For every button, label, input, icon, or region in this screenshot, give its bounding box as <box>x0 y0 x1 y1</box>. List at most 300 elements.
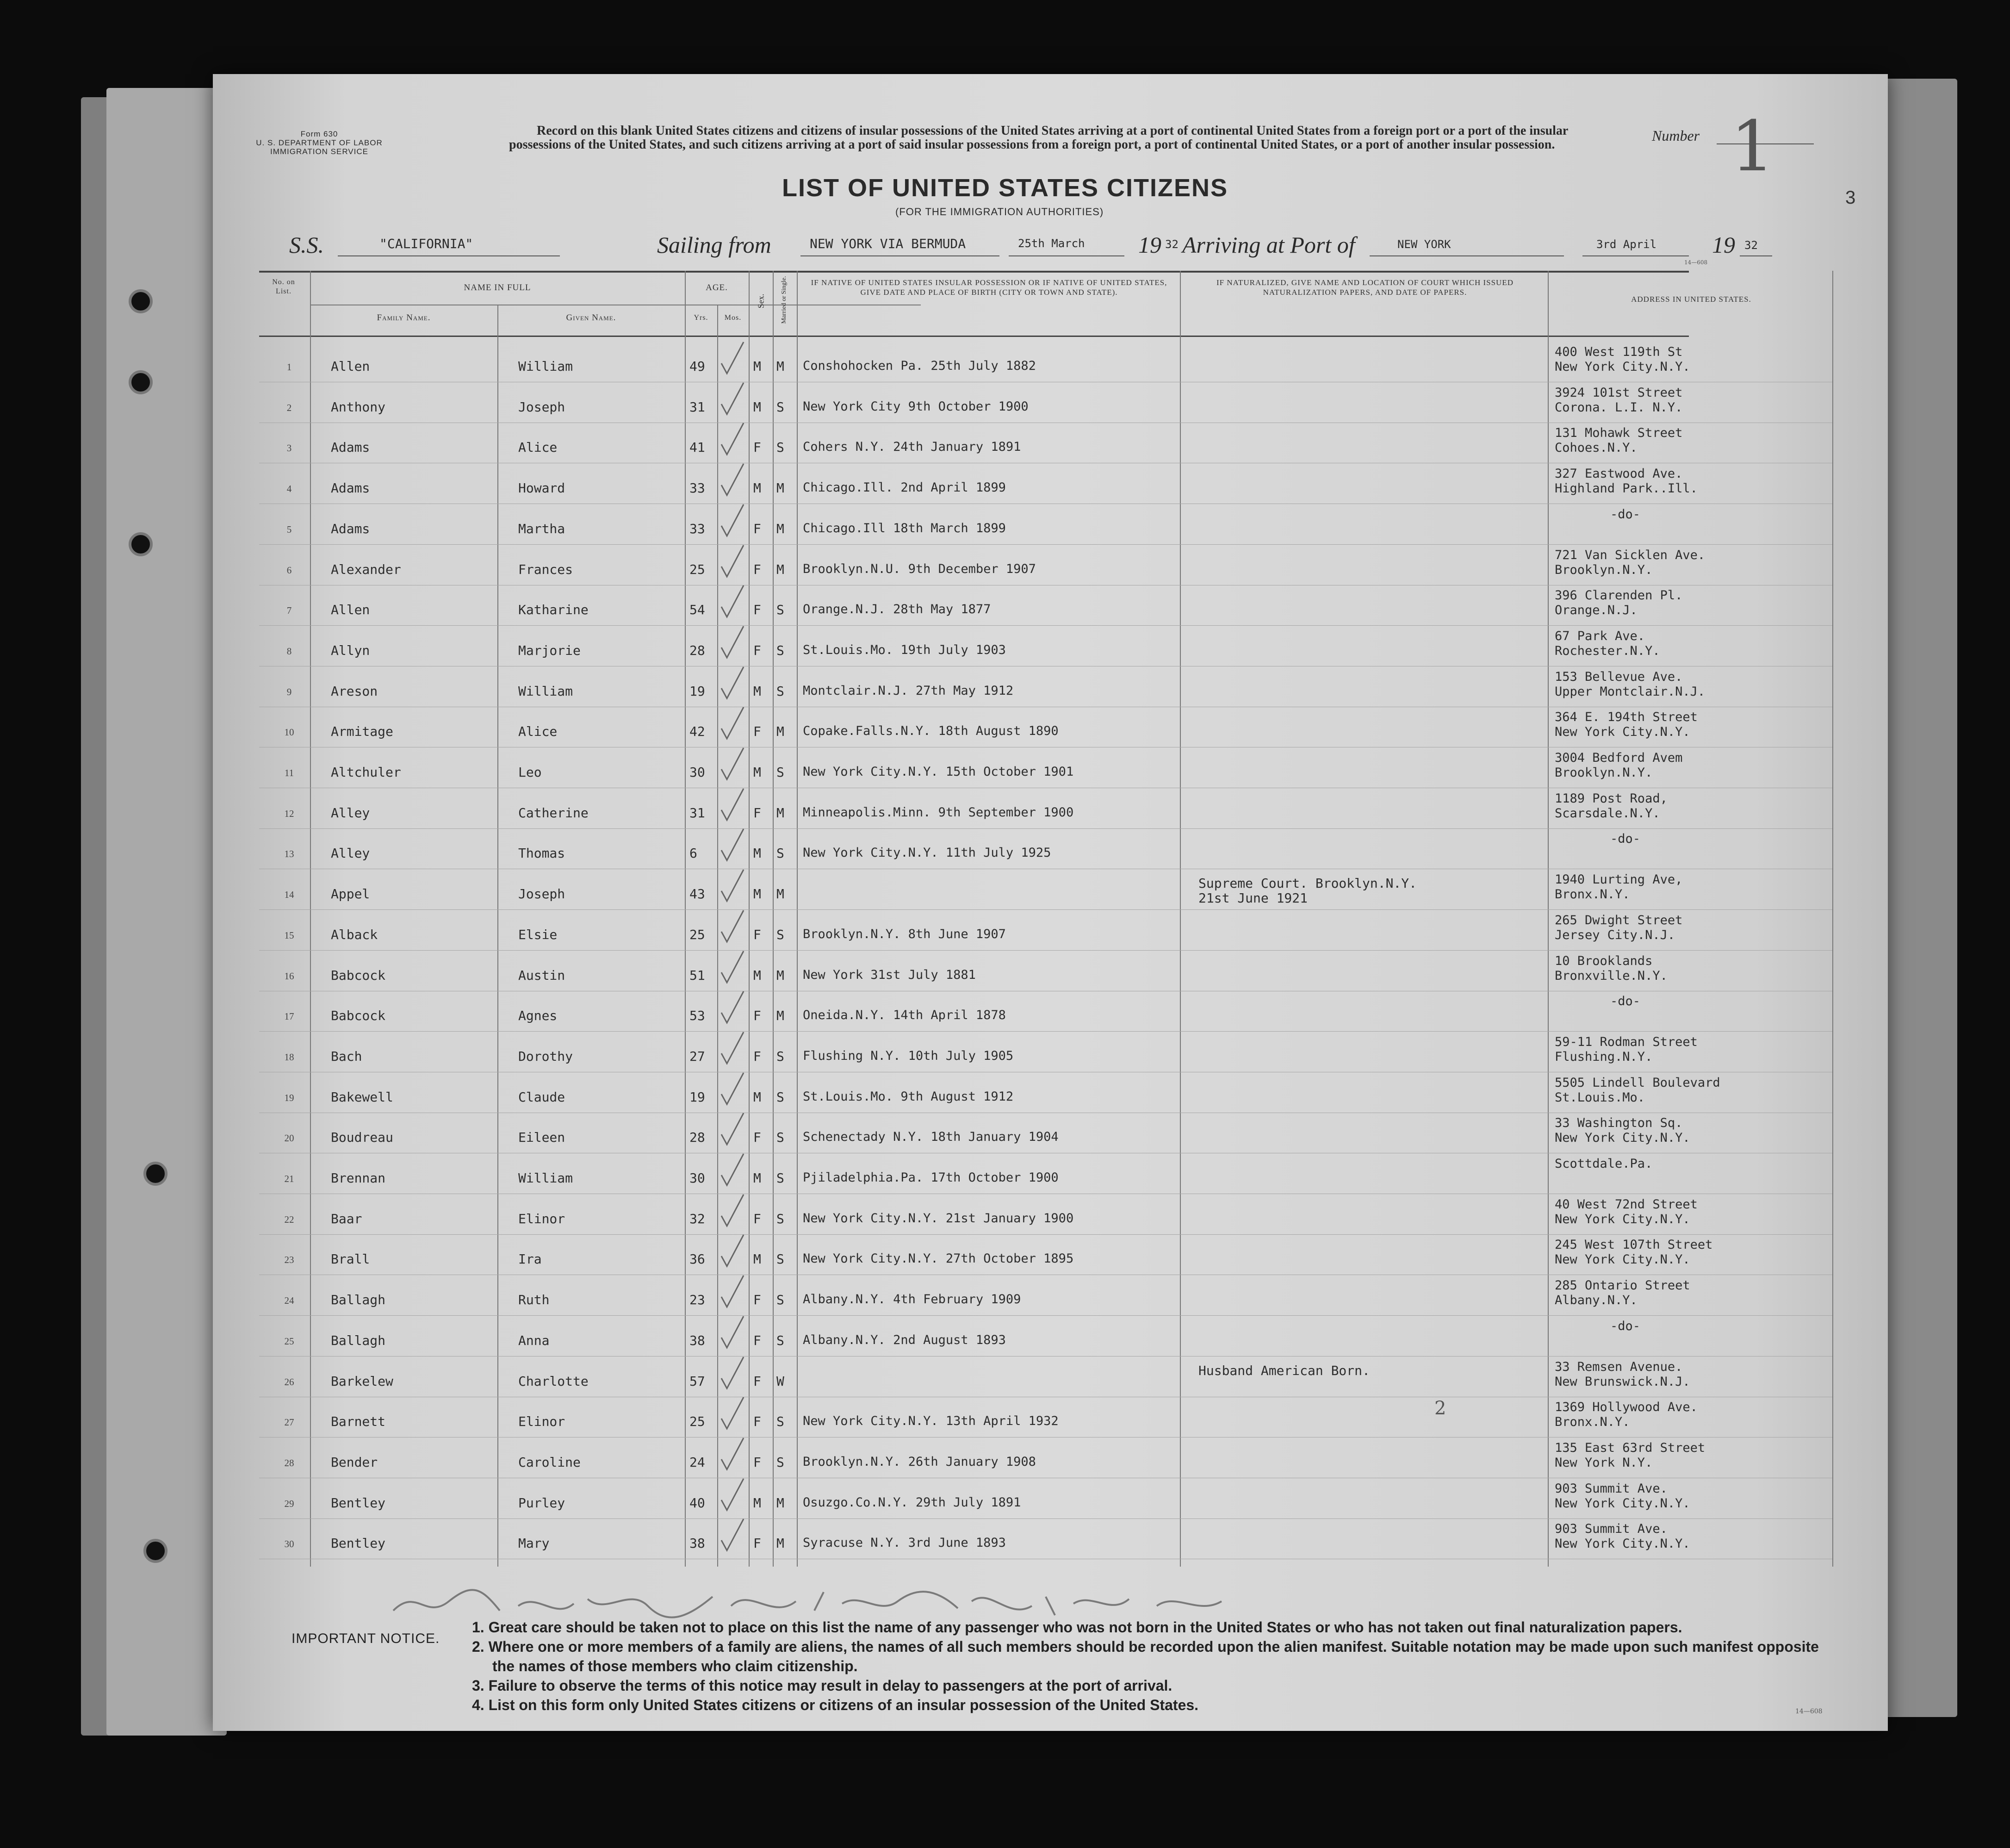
given-name: Caroline <box>518 1454 581 1470</box>
page-title: LIST OF UNITED STATES CITIZENS <box>782 174 1228 202</box>
sex: F <box>753 602 761 618</box>
address-line-1: 3004 Bedford Avem <box>1555 751 1683 765</box>
family-name: Bentley <box>331 1495 386 1511</box>
address-line-2: St.Louis.Mo. <box>1555 1090 1645 1105</box>
family-name: Appel <box>331 886 370 902</box>
address-line-1: 153 Bellevue Ave. <box>1555 669 1683 684</box>
given-name: Leo <box>518 765 542 780</box>
check-mark-icon <box>720 746 747 783</box>
check-mark-icon <box>720 1071 747 1108</box>
check-mark-icon <box>720 1355 747 1392</box>
age-years: 51 <box>689 967 705 983</box>
given-name: Katharine <box>518 602 589 618</box>
age-years: 41 <box>689 440 705 455</box>
age-years: 33 <box>689 480 705 496</box>
family-name: Bach <box>331 1048 362 1064</box>
check-mark-icon <box>720 908 747 946</box>
sex: M <box>753 846 761 861</box>
given-name: Purley <box>518 1495 565 1511</box>
row-number: 15 <box>284 929 294 941</box>
family-name: Adams <box>331 480 370 496</box>
address-line-1: 5505 Lindell Boulevard <box>1555 1075 1720 1090</box>
address-line-1: -do- <box>1610 507 1641 522</box>
birth-place-date: Chicago.Ill. 2nd April 1899 <box>803 480 1006 495</box>
arriving-label: Arriving at Port of <box>1182 232 1355 258</box>
address-line-2: Albany.N.Y. <box>1555 1293 1638 1308</box>
form-agency-block <box>245 130 393 156</box>
address-line-1: 40 West 72nd Street <box>1555 1197 1698 1212</box>
col-rule-mos <box>717 305 718 1567</box>
check-mark-icon <box>720 665 747 702</box>
age-years: 38 <box>689 1332 705 1348</box>
birth-place-date: New York City.N.Y. 13th April 1932 <box>803 1414 1059 1429</box>
check-mark-icon <box>720 1274 747 1311</box>
given-name: Austin <box>518 967 565 983</box>
sailing-year: 32 <box>1165 238 1179 251</box>
check-mark-icon <box>720 868 747 905</box>
form-code-bottom: 14—608 <box>1795 1708 1823 1715</box>
row-rule <box>259 1518 1832 1519</box>
family-name: Anthony <box>331 399 386 415</box>
given-name: William <box>518 359 573 374</box>
sex: F <box>753 1454 761 1470</box>
sex: M <box>753 399 761 415</box>
arriving-port: NEW YORK <box>1397 238 1451 251</box>
given-name: William <box>518 1170 573 1186</box>
given-name: Charlotte <box>518 1373 589 1389</box>
col-head-birth: IF NATIVE OF UNITED STATES INSULAR POSSESSION OR IF NATIVE OF UNITED STATES, GIVE DATE AND PLACE OF BIRTH (CITY OR TOWN AND STATE). <box>811 278 1167 297</box>
check-mark-icon <box>720 1152 747 1189</box>
age-years: 25 <box>689 927 705 942</box>
number-label: Number <box>1652 127 1700 144</box>
address-line-1: 400 West 119th St <box>1555 345 1683 359</box>
sex: M <box>753 1251 761 1267</box>
family-name: Armitage <box>331 724 393 740</box>
sailing-fill-line <box>800 255 999 256</box>
row-number: 8 <box>286 645 292 657</box>
address-line-2: New York N.Y. <box>1555 1455 1653 1470</box>
page-stack-edge <box>106 88 227 1736</box>
row-number: 2 <box>286 402 292 413</box>
row-number: 16 <box>284 970 294 982</box>
address-line-2: Flushing.N.Y. <box>1555 1049 1653 1064</box>
row-number: 27 <box>284 1417 294 1428</box>
age-years: 31 <box>689 805 705 821</box>
marital-status: S <box>776 683 784 699</box>
sex: M <box>753 1170 761 1186</box>
row-number: 17 <box>284 1011 294 1022</box>
given-name: Martha <box>518 521 565 536</box>
check-mark-icon <box>720 1030 747 1067</box>
age-years: 30 <box>689 765 705 780</box>
birth-place-date: Flushing N.Y. 10th July 1905 <box>803 1048 1014 1063</box>
marital-status: M <box>776 1495 784 1511</box>
birth-place-date: Osuzgo.Co.N.Y. 29th July 1891 <box>803 1495 1021 1510</box>
address-line-1: 327 Eastwood Ave. <box>1555 467 1683 481</box>
check-mark-icon <box>720 1314 747 1351</box>
marital-status: S <box>776 1130 784 1145</box>
given-name: Marjorie <box>518 642 581 658</box>
sex: F <box>753 1332 761 1348</box>
birth-place-date: New York City.N.Y. 21st January 1900 <box>803 1211 1074 1226</box>
given-name: Mary <box>518 1536 550 1551</box>
birth-place-date: New York City 9th October 1900 <box>803 399 1029 414</box>
given-name: Claude <box>518 1089 565 1105</box>
notice-list <box>472 1618 1842 1715</box>
sex: M <box>753 886 761 902</box>
birth-place-date: Brooklyn.N.U. 9th December 1907 <box>803 561 1036 576</box>
marital-status: M <box>776 1536 784 1551</box>
check-mark-icon <box>720 340 747 377</box>
sex: F <box>753 642 761 658</box>
address-line-1: Scottdale.Pa. <box>1555 1157 1653 1171</box>
marital-status: M <box>776 724 784 740</box>
marital-status: M <box>776 967 784 983</box>
age-years: 25 <box>689 1414 705 1430</box>
check-mark-icon <box>720 787 747 824</box>
row-number: 9 <box>286 686 292 697</box>
binder-hole <box>129 289 153 313</box>
check-mark-icon <box>720 989 747 1027</box>
sex: F <box>753 1373 761 1389</box>
birth-place-date: New York City.N.Y. 27th October 1895 <box>803 1251 1074 1266</box>
family-name: Alback <box>331 927 378 942</box>
row-number: 13 <box>284 848 294 860</box>
address-line-1: 33 Washington Sq. <box>1555 1116 1683 1131</box>
birth-place-date: New York 31st July 1881 <box>803 967 976 982</box>
col-head-age: AGE. <box>706 283 728 292</box>
sailing-from: NEW YORK VIA BERMUDA <box>810 236 966 251</box>
family-name: Adams <box>331 440 370 455</box>
birth-place-date: Orange.N.J. 28th May 1877 <box>803 602 991 617</box>
given-name: Anna <box>518 1332 550 1348</box>
address-line-2: New York City.N.Y. <box>1555 1496 1690 1511</box>
row-number: 12 <box>284 808 294 819</box>
address-line-1: 10 Brooklands <box>1555 953 1653 968</box>
address-line-1: 285 Ontario Street <box>1555 1278 1690 1293</box>
birth-place-date: Oneida.N.Y. 14th April 1878 <box>803 1008 1006 1023</box>
marital-status: M <box>776 521 784 536</box>
family-name: Adams <box>331 521 370 536</box>
birth-place-date: St.Louis.Mo. 9th August 1912 <box>803 1089 1014 1104</box>
col-head-given: Given Name. <box>566 313 616 323</box>
binder-hole <box>143 1162 168 1186</box>
marital-status: S <box>776 1211 784 1226</box>
sex: M <box>753 765 761 780</box>
address-line-2: Brooklyn.N.Y. <box>1555 562 1653 577</box>
given-name: Catherine <box>518 805 589 821</box>
family-name: Allyn <box>331 642 370 658</box>
sex: F <box>753 521 761 536</box>
age-years: 28 <box>689 642 705 658</box>
list-number: 1 <box>1731 106 1775 187</box>
address-line-2: Upper Montclair.N.J. <box>1555 684 1706 699</box>
col-rule-birth <box>797 271 798 1567</box>
col-rule-addr <box>1548 271 1549 1567</box>
row-number: 14 <box>284 889 294 901</box>
service-name: IMMIGRATION SERVICE <box>270 147 368 156</box>
marital-status: M <box>776 1008 784 1024</box>
col-head-no: No. on List. <box>272 278 295 295</box>
col-rule-sex <box>749 271 750 1567</box>
marital-status: S <box>776 440 784 455</box>
col-head-naturalized: IF NATURALIZED, GIVE NAME AND LOCATION OF COURT WHICH ISSUED NATURALIZATION PAPERS, AND DATE OF PAPERS. <box>1216 278 1514 297</box>
row-rule <box>259 950 1832 951</box>
given-name: Elsie <box>518 927 558 942</box>
check-mark-icon <box>720 1233 747 1270</box>
col-head-address: ADDRESS IN UNITED STATES. <box>1631 295 1751 304</box>
given-name: Ruth <box>518 1292 550 1308</box>
sex: F <box>753 927 761 942</box>
birth-place-date: Schenectady N.Y. 18th January 1904 <box>803 1130 1059 1145</box>
birth-place-date: Brooklyn.N.Y. 8th June 1907 <box>803 927 1006 941</box>
arrival-fill-line <box>1582 255 1689 256</box>
marital-status: S <box>776 1454 784 1470</box>
address-line-1: 67 Park Ave. <box>1555 628 1645 643</box>
sex: F <box>753 724 761 740</box>
birth-place-date: Minneapolis.Minn. 9th September 1900 <box>803 805 1074 820</box>
row-number: 29 <box>284 1498 294 1509</box>
check-mark-icon <box>720 949 747 986</box>
age-years: 40 <box>689 1495 705 1511</box>
row-rule <box>259 909 1832 910</box>
sex: F <box>753 1292 761 1308</box>
family-name: Alexander <box>331 561 401 577</box>
given-name: Thomas <box>518 846 565 861</box>
address-line-2: Corona. L.I. N.Y. <box>1555 400 1683 415</box>
check-mark-icon <box>720 462 747 499</box>
marital-status: S <box>776 927 784 942</box>
col-rule-nat <box>1180 271 1181 1567</box>
check-mark-icon <box>720 1193 747 1230</box>
address-line-1: 135 East 63rd Street <box>1555 1440 1706 1455</box>
family-name: Barnett <box>331 1414 386 1430</box>
age-years: 32 <box>689 1211 705 1226</box>
address-line-2: New York City.N.Y. <box>1555 1131 1690 1145</box>
family-name: Ballagh <box>331 1292 386 1308</box>
row-rule <box>259 1315 1832 1316</box>
age-years: 42 <box>689 724 705 740</box>
given-name: Howard <box>518 480 565 496</box>
age-years: 24 <box>689 1454 705 1470</box>
sex: F <box>753 1048 761 1064</box>
family-name: Brall <box>331 1251 370 1267</box>
age-years: 57 <box>689 1373 705 1389</box>
marital-status: W <box>776 1373 784 1389</box>
birth-place-date: St.Louis.Mo. 19th July 1903 <box>803 642 1006 657</box>
arrival-date: 3rd April <box>1596 238 1657 251</box>
birth-place-date: Chicago.Ill 18th March 1899 <box>803 521 1006 535</box>
family-name: Alley <box>331 846 370 861</box>
sex: M <box>753 1089 761 1105</box>
marital-status: S <box>776 1332 784 1348</box>
given-name: William <box>518 683 573 699</box>
marital-status: S <box>776 1251 784 1267</box>
sex: F <box>753 805 761 821</box>
family-name: Allen <box>331 359 370 374</box>
age-years: 31 <box>689 399 705 415</box>
family-name: Babcock <box>331 1008 386 1024</box>
check-mark-icon <box>720 381 747 418</box>
marital-status: S <box>776 1048 784 1064</box>
family-name: Boudreau <box>331 1130 393 1145</box>
birth-place-date: Brooklyn.N.Y. 26th January 1908 <box>803 1454 1036 1469</box>
age-years: 43 <box>689 886 705 902</box>
address-line-1: -do- <box>1610 1319 1641 1333</box>
age-years: 36 <box>689 1251 705 1267</box>
address-line-1: 721 Van Sicklen Ave. <box>1555 548 1706 562</box>
check-mark-icon <box>720 1111 747 1148</box>
sex: F <box>753 1008 761 1024</box>
row-number: 19 <box>284 1092 294 1103</box>
sex: F <box>753 440 761 455</box>
col-rule-given <box>497 305 498 1567</box>
address-line-1: 245 West 107th Street <box>1555 1238 1713 1252</box>
col-rule-marital <box>773 271 774 1567</box>
given-name: Eileen <box>518 1130 565 1145</box>
address-line-2: Scarsdale.N.Y. <box>1555 806 1660 821</box>
address-line-2: New York City.N.Y. <box>1555 1537 1690 1551</box>
marital-status: S <box>776 399 784 415</box>
sex: M <box>753 480 761 496</box>
address-line-2: New York City.N.Y. <box>1555 725 1690 740</box>
port-fill-line <box>1370 255 1564 256</box>
marital-status: S <box>776 1292 784 1308</box>
check-mark-icon <box>720 827 747 864</box>
table-header-rule <box>259 336 1689 337</box>
marital-status: M <box>776 359 784 374</box>
family-name: Areson <box>331 683 378 699</box>
age-years: 6 <box>689 846 697 861</box>
row-number: 25 <box>284 1335 294 1347</box>
age-years: 19 <box>689 1089 705 1105</box>
check-mark-icon <box>720 1517 747 1554</box>
check-mark-icon <box>720 503 747 540</box>
row-number: 7 <box>286 605 292 616</box>
age-years: 38 <box>689 1536 705 1551</box>
marital-status: M <box>776 561 784 577</box>
row-rule <box>259 828 1832 829</box>
marital-status: S <box>776 1089 784 1105</box>
marital-status: M <box>776 886 784 902</box>
arrival-year: 32 <box>1744 239 1758 252</box>
birth-place-date: Pjiladelphia.Pa. 17th October 1900 <box>803 1170 1059 1185</box>
sex: F <box>753 561 761 577</box>
sex: F <box>753 1130 761 1145</box>
given-name: Dorothy <box>518 1048 573 1064</box>
check-mark-icon <box>720 1477 747 1514</box>
col-head-mos: Mos. <box>724 314 742 322</box>
row-number: 1 <box>286 361 292 373</box>
row-number: 11 <box>284 767 294 778</box>
row-number: 24 <box>284 1295 294 1307</box>
family-name: Allen <box>331 602 370 618</box>
family-name: Altchuler <box>331 765 401 780</box>
table-top-rule <box>259 271 1689 273</box>
address-line-1: 903 Summit Ave. <box>1555 1481 1668 1496</box>
check-mark-icon <box>720 705 747 742</box>
birth-place-date: Albany.N.Y. 4th February 1909 <box>803 1292 1021 1307</box>
marital-status: S <box>776 1170 784 1186</box>
form-number: Form 630 <box>300 130 338 138</box>
family-name: Brennan <box>331 1170 386 1186</box>
address-line-2: Bronxville.N.Y. <box>1555 968 1668 983</box>
address-line-2: Bronx.N.Y. <box>1555 1415 1630 1430</box>
birth-place-date: New York City.N.Y. 15th October 1901 <box>803 765 1074 779</box>
sex: M <box>753 967 761 983</box>
notice-item-3: 3. Failure to observe the terms of this notice may result in delay to passengers at the port of arrival. <box>472 1677 1172 1694</box>
sex: M <box>753 683 761 699</box>
marital-status: S <box>776 1414 784 1430</box>
address-line-2: Jersey City.N.J. <box>1555 927 1675 942</box>
row-number: 6 <box>286 564 292 576</box>
address-line-2: New York City.N.Y. <box>1555 1252 1690 1267</box>
age-years: 27 <box>689 1048 705 1064</box>
age-years: 54 <box>689 602 705 618</box>
sailing-date: 25th March <box>1018 237 1085 250</box>
row-number: 10 <box>284 727 294 738</box>
notice-item-2: 2. Where one or more members of a family are aliens, the names of all such members should be recorded upon the alien manifest. Suitable notation may be made upon such manifest opposite the names of those members who claim citizenship. <box>472 1638 1819 1674</box>
age-years: 49 <box>689 359 705 374</box>
record-instructions: Record on this blank United States citizens and citizens of insular possessions of the United States arriving at a port of continental United States from a foreign port or a port of the insular possessions of the United States, and such citizens arriving at a port of said insular possessions from a foreign port, a port of continental United States, or a port of another insular possession. <box>509 124 1568 152</box>
sex: M <box>753 1495 761 1511</box>
address-line-1: 131 Mohawk Street <box>1555 426 1683 441</box>
given-name: Frances <box>518 561 573 577</box>
check-mark-icon <box>720 421 747 458</box>
year-prefix-2: 19 <box>1712 232 1735 258</box>
check-mark-icon <box>720 624 747 661</box>
marital-status: S <box>776 602 784 618</box>
given-name: Alice <box>518 724 558 740</box>
col-rule-end <box>1832 271 1833 1567</box>
col-rule-no <box>310 271 311 1567</box>
age-years: 28 <box>689 1130 705 1145</box>
address-line-2: Cohoes.N.Y. <box>1555 441 1638 455</box>
row-rule <box>259 625 1832 626</box>
row-number: 3 <box>286 442 292 454</box>
address-line-1: 1189 Post Road, <box>1555 791 1668 806</box>
sex: F <box>753 1536 761 1551</box>
address-line-2: New York City.N.Y. <box>1555 1212 1690 1226</box>
binder-hole <box>143 1539 168 1563</box>
family-name: Barkelew <box>331 1373 393 1389</box>
row-rule <box>259 544 1832 545</box>
address-line-2: Rochester.N.Y. <box>1555 643 1660 658</box>
given-name: Joseph <box>518 886 565 902</box>
notice-item-4: 4. List on this form only United States citizens or citizens of an insular possession of the United States. <box>472 1697 1199 1713</box>
address-line-2: Orange.N.J. <box>1555 603 1638 618</box>
ship-fill-line <box>338 255 560 256</box>
col-head-marital: Married or Single. <box>781 276 788 324</box>
page-mark: 3 <box>1845 187 1856 208</box>
family-name: Bender <box>331 1454 378 1470</box>
given-name: Elinor <box>518 1414 565 1430</box>
family-name: Bakewell <box>331 1089 393 1105</box>
address-line-2: New York City.N.Y. <box>1555 360 1690 374</box>
check-mark-icon <box>720 584 747 621</box>
address-line-1: 33 Remsen Avenue. <box>1555 1359 1683 1374</box>
department-name: U. S. DEPARTMENT OF LABOR <box>256 138 383 147</box>
given-name: Elinor <box>518 1211 565 1226</box>
ship-name: "CALIFORNIA" <box>379 236 473 251</box>
age-years: 30 <box>689 1170 705 1186</box>
year-prefix-1: 19 <box>1138 232 1161 258</box>
sailing-label: Sailing from <box>657 232 771 258</box>
binder-hole <box>129 532 153 556</box>
row-number: 30 <box>284 1538 294 1550</box>
row-number: 18 <box>284 1051 294 1063</box>
given-name: Joseph <box>518 399 565 415</box>
